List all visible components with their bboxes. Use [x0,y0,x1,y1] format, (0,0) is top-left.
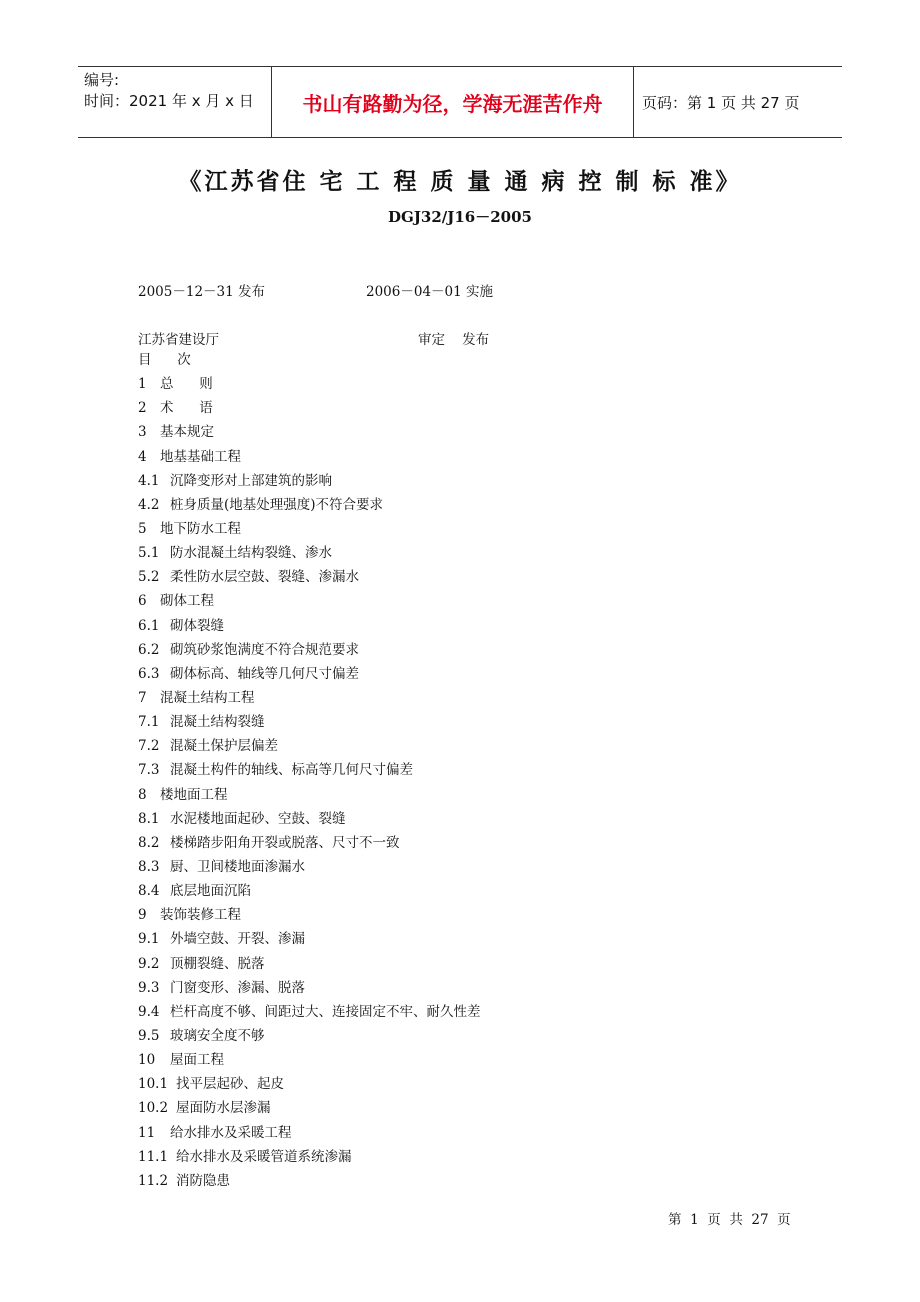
toc-item [138,638,481,662]
toc-item-number: 4.1 [138,472,160,489]
toc-item [138,1145,481,1169]
toc-item [138,469,481,493]
toc-item-number: 9.5 [138,1027,160,1044]
toc-item-number: 9.1 [138,931,160,948]
document-header [78,66,842,138]
header-motto: 书山有路勤为径，学海无涯苦作舟 [272,67,634,137]
toc-item-number: 2 [138,400,147,417]
toc-item-text: 楼梯踏步阳角开裂或脱落、尺寸不一致 [170,834,400,851]
toc-item-text: 找平层起砂、起皮 [176,1076,284,1093]
toc-item-number: 6.1 [138,617,160,634]
toc-item [138,614,481,638]
toc-item-text: 玻璃安全度不够 [170,1027,265,1044]
toc-item [138,1072,481,1096]
toc-item-number: 5.2 [138,569,160,586]
toc-item [138,662,481,686]
toc-item-text: 总 则 [160,376,213,393]
toc-item-number: 9.2 [138,955,160,972]
toc-item [138,1000,481,1024]
header-page-label: 页码：第 1 页 共 27 页 [642,93,800,112]
toc-item [138,541,481,565]
toc-heading: 目 次 [138,352,191,368]
toc-item-text: 防水混凝土结构裂缝、渗水 [170,545,332,562]
toc-item [138,855,481,879]
toc-item [138,710,481,734]
toc-item-number: 10 [138,1052,156,1069]
toc-item-text: 砌体标高、轴线等几何尺寸偏差 [170,665,359,682]
toc-item-text: 门窗变形、渗漏、脱落 [170,979,305,996]
toc-item-text: 地下防水工程 [160,520,241,537]
toc-item-text: 混凝土保护层偏差 [170,738,278,755]
toc-item [138,1024,481,1048]
toc-item-text: 砌筑砂浆饱满度不符合规范要求 [170,641,359,658]
toc-item [138,372,481,396]
toc-item [138,952,481,976]
toc-item-number: 9.3 [138,979,160,996]
number-label: 编号: [84,71,120,89]
toc-item [138,517,481,541]
toc-item [138,445,481,469]
time-label: 时间：2021 年 x 月 x 日 [84,92,254,110]
toc-item-number: 11 [138,1124,156,1141]
toc-item [138,565,481,589]
toc-item-number: 8 [138,786,147,803]
toc-item [138,1048,481,1072]
toc-item-number: 4 [138,448,147,465]
toc-item-text: 砌体工程 [160,593,214,610]
toc-item-text: 底层地面沉陷 [170,883,251,900]
toc-item [138,1096,481,1120]
toc-item-text: 厨、卫间楼地面渗漏水 [170,858,305,875]
toc-item [138,976,481,1000]
toc-item-number: 10.2 [138,1100,169,1117]
toc-list [138,372,481,1193]
toc-item [138,396,481,420]
toc-item [138,589,481,613]
toc-item-text: 顶棚裂缝、脱落 [170,955,265,972]
toc-item-number: 3 [138,424,147,441]
toc-item-text: 屋面防水层渗漏 [176,1100,271,1117]
toc-item-number: 9 [138,907,147,924]
toc-item-text: 沉降变形对上部建筑的影响 [170,472,332,489]
toc-item [138,903,481,927]
implement-date: 2006－04－01 实施 [366,284,494,300]
toc-item-number: 8.1 [138,810,160,827]
toc-item-text: 桩身质量(地基处理强度)不符合要求 [170,496,384,513]
toc-item-number: 6.2 [138,641,160,658]
toc-item-text: 柔性防水层空鼓、裂缝、渗漏水 [170,569,359,586]
toc-item [138,927,481,951]
toc-item-number: 7.1 [138,714,160,731]
toc-item-number: 7.3 [138,762,160,779]
toc-item-number: 10.1 [138,1076,169,1093]
toc-item-text: 屋面工程 [170,1052,224,1069]
toc-item-text: 混凝土结构裂缝 [170,714,265,731]
toc-item-number: 11.2 [138,1172,169,1189]
toc-item-text: 楼地面工程 [160,786,228,803]
toc-item-text: 地基基础工程 [160,448,241,465]
toc-item-text: 外墙空鼓、开裂、渗漏 [170,931,305,948]
toc-item-number: 1 [138,376,147,393]
issuing-action: 审定 发布 [418,332,490,348]
toc-item-number: 8.2 [138,834,160,851]
toc-item-number: 7.2 [138,738,160,755]
toc-item [138,1169,481,1193]
toc-item-number: 6.3 [138,665,160,682]
toc-item-text: 消防隐患 [176,1172,230,1189]
toc-item-text: 水泥楼地面起砂、空鼓、裂缝 [170,810,346,827]
toc-item-text: 术 语 [160,400,213,417]
toc-item-number: 4.2 [138,496,160,513]
toc-item-number: 8.3 [138,858,160,875]
toc-item-number: 11.1 [138,1148,169,1165]
toc-item [138,879,481,903]
toc-item [138,493,481,517]
header-meta-cell [78,67,272,137]
toc-item-number: 6 [138,593,147,610]
toc-item-text: 给水排水及采暖工程 [170,1124,292,1141]
toc-item [138,758,481,782]
toc-item-text: 装饰装修工程 [160,907,241,924]
toc-item [138,420,481,444]
toc-item-text: 栏杆高度不够、间距过大、连接固定不牢、耐久性差 [170,1003,481,1020]
toc-item-number: 5 [138,520,147,537]
toc-item [138,807,481,831]
toc-item [138,831,481,855]
toc-item-text: 给水排水及采暖管道系统渗漏 [176,1148,352,1165]
page-footer: 第 1 页 共 27 页 [668,1212,791,1228]
table-of-contents [138,348,481,1193]
issuing-org: 江苏省建设厅 [138,332,219,348]
toc-item [138,686,481,710]
toc-item-text: 混凝土结构工程 [160,689,255,706]
toc-item-text: 混凝土构件的轴线、标高等几何尺寸偏差 [170,762,413,779]
document-title: 《江苏省住 宅 工 程 质 量 通 病 控 制 标 准》 [178,169,742,195]
toc-item-number: 5.1 [138,545,160,562]
toc-item-number: 7 [138,689,147,706]
toc-item [138,734,481,758]
toc-item-text: 砌体裂缝 [170,617,224,634]
publish-date: 2005－12－31 发布 [138,284,266,300]
toc-item-number: 8.4 [138,883,160,900]
toc-item-number: 9.4 [138,1003,160,1020]
toc-item [138,1121,481,1145]
toc-item [138,783,481,807]
standard-code: DGJ32/J16－2005 [388,208,532,226]
toc-item-text: 基本规定 [160,424,214,441]
